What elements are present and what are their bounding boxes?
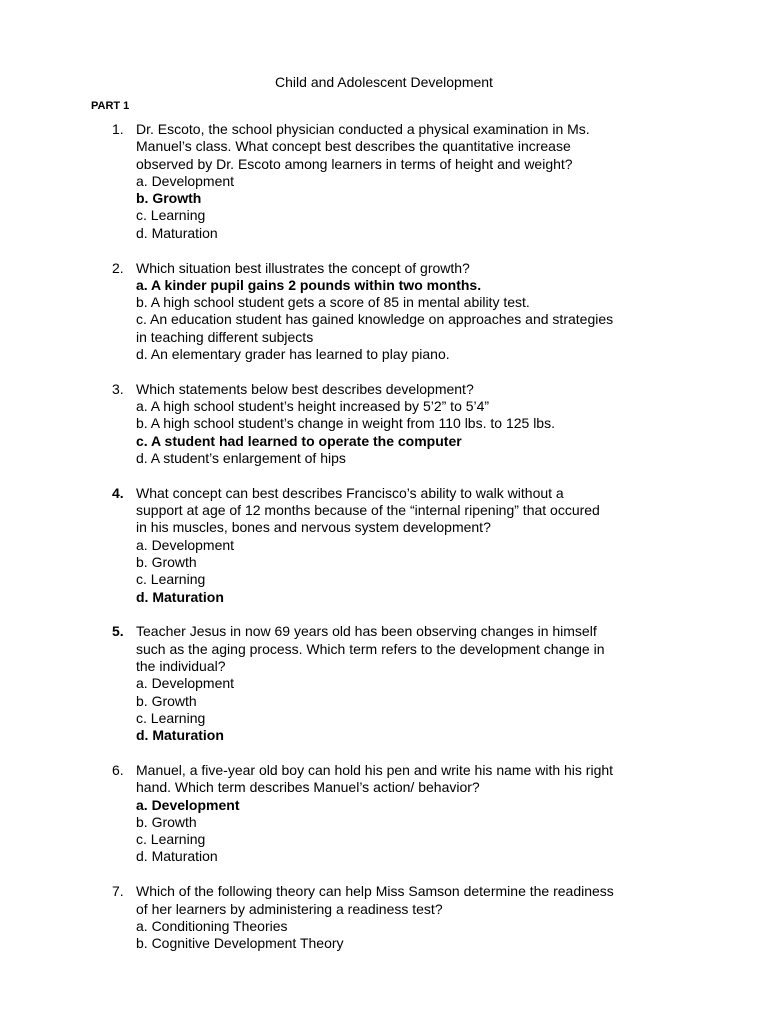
answer-option: d. A student’s enlargement of hips [136, 450, 346, 467]
answer-option: b. Growth [136, 692, 197, 709]
answer-option: d. Maturation [136, 588, 224, 605]
question-body [136, 121, 696, 242]
answer-option: d. Maturation [136, 224, 218, 241]
question-number: 6. [112, 762, 124, 778]
answer-option: d. Maturation [136, 848, 218, 865]
question-3 [0, 381, 768, 467]
answer-option: b. Growth [136, 554, 197, 571]
question-text: Teacher Jesus in now 69 years old has been observing changes in himself such as the aging process. Which term refers to the development change in the individual? [136, 623, 605, 675]
answer-option: a. Development [136, 796, 240, 813]
question-4 [0, 485, 768, 606]
question-number: 5. [112, 623, 124, 640]
question-body [136, 883, 696, 952]
answer-option: b. Growth [136, 813, 197, 830]
part-label: PART 1 [91, 100, 130, 112]
answer-option: a. A high school student’s height increased by 5’2” to 5’4” [136, 398, 490, 415]
question-text: Manuel, a five-year old boy can hold his pen and write his name with his right hand. Which term describes Manuel’s action/ behavior? [136, 762, 614, 796]
question-text: What concept can best describes Francisco’s ability to walk without a support at age of 12 months because of the “internal ripening” that occured in his muscles, bones and nervous system development? [136, 484, 600, 536]
question-body [136, 381, 696, 467]
answer-option: c. Learning [136, 709, 206, 726]
answer-option: c. Learning [136, 207, 206, 224]
question-text: Which of the following theory can help Miss Samson determine the readiness of her learners by administering a readiness test? [136, 883, 614, 917]
question-5 [0, 623, 768, 744]
question-number: 2. [112, 259, 124, 276]
question-number: 4. [112, 484, 124, 501]
answer-option: d. Maturation [136, 727, 224, 744]
answer-option: a. Conditioning Theories [136, 917, 288, 934]
answer-option: b. Growth [136, 190, 202, 207]
question-number: 1. [112, 121, 124, 137]
question-text: Dr. Escoto, the school physician conducted a physical examination in Ms. Manuel’s class. What concept best describes the quantitative increase observed by Dr. Escoto among learners in terms of height and weight? [136, 121, 590, 172]
question-text: Which statements below best describes development? [136, 380, 474, 397]
answer-option: a. Development [136, 536, 235, 553]
question-number: 7. [112, 883, 124, 900]
question-body [136, 762, 696, 866]
question-6 [0, 762, 768, 866]
answer-option: c. Learning [136, 831, 206, 848]
question-body [136, 260, 696, 364]
answer-option: c. An education student has gained knowledge on approaches and strategies in teaching different subjects [136, 311, 614, 345]
question-1 [0, 121, 768, 242]
question-text: Which situation best illustrates the concept of growth? [136, 259, 470, 276]
question-number: 3. [112, 380, 124, 397]
question-7 [0, 883, 768, 952]
answer-option: a. Development [136, 172, 235, 189]
question-list [0, 121, 768, 970]
answer-option: c. A student had learned to operate the computer [136, 432, 462, 449]
answer-option: a. Development [136, 675, 235, 692]
answer-option: d. An elementary grader has learned to play piano. [136, 346, 450, 363]
document-title: Child and Adolescent Development [275, 74, 493, 90]
question-body [136, 485, 696, 606]
answer-option: b. A high school student gets a score of 85 in mental ability test. [136, 294, 530, 311]
answer-option: b. Cognitive Development Theory [136, 935, 344, 952]
answer-option: c. Learning [136, 571, 206, 588]
answer-option: b. A high school student’s change in weight from 110 lbs. to 125 lbs. [136, 415, 555, 432]
question-body [136, 623, 696, 744]
question-2 [0, 260, 768, 364]
answer-option: a. A kinder pupil gains 2 pounds within two months. [136, 276, 482, 293]
